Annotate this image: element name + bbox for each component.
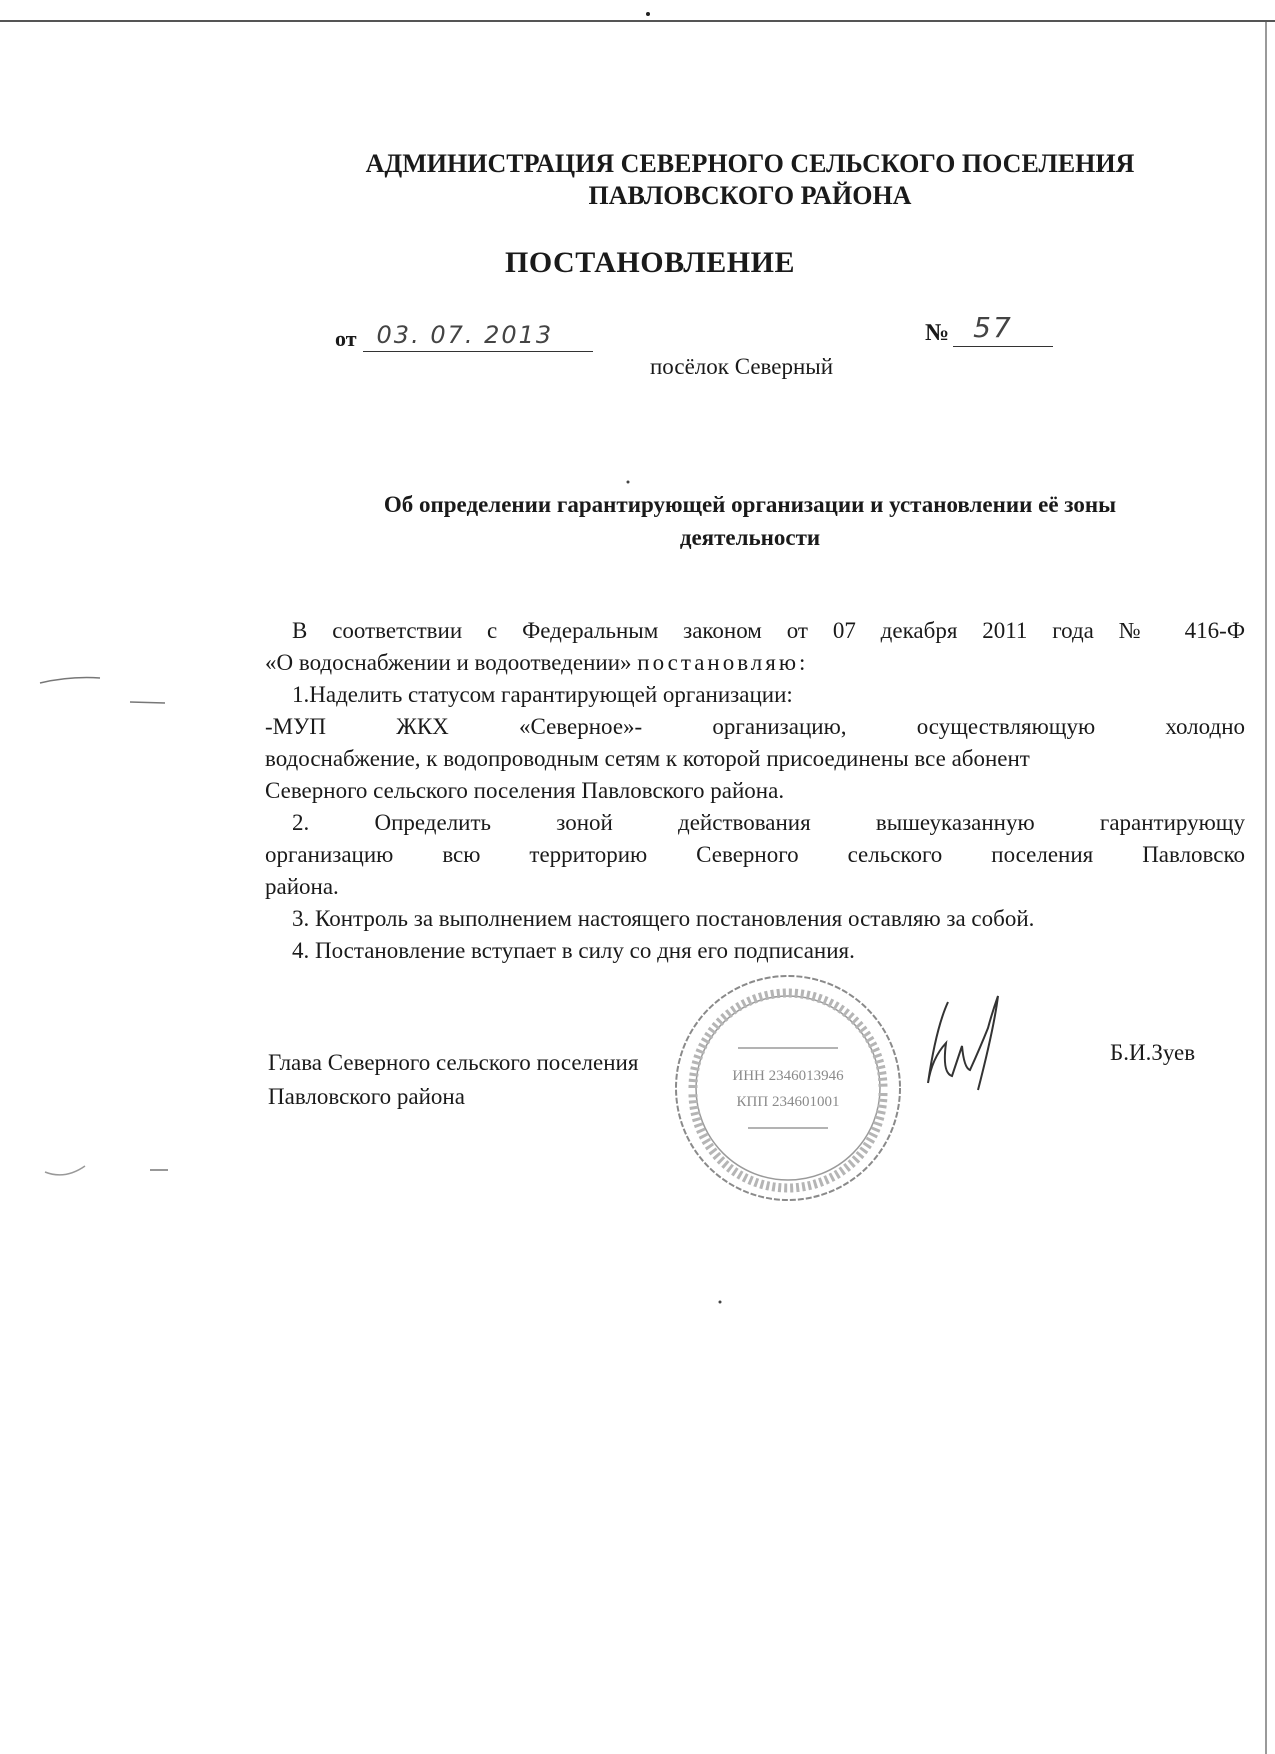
body-paragraph-1a: В соответствии с Федеральным законом от 07 декабря 2011 года № 416-Ф [292,618,1245,643]
date-blank [363,321,593,352]
date-field [335,321,593,352]
scan-dot-3 [627,481,630,484]
document-type: ПОСТАНОВЛЕНИЕ [505,246,795,279]
place-of-issue: посёлок Северный [650,354,834,379]
body-paragraph-1b-text: «О водоснабжении и водоотведении» [265,650,632,675]
body-item-4: 4. Постановление вступает в силу со дня его подписания. [292,938,855,963]
scan-dot-2 [719,1301,722,1304]
body-item-2-line-1: 2. Определить зоной действования вышеуказанную гарантирующу [292,810,1245,835]
scan-dot [646,12,650,16]
signatory-position [268,1046,638,1114]
body-item-2-line-3: района. [265,874,339,899]
number-blank [953,311,1053,347]
body-item-1-line-2: -МУП ЖКХ «Северное»- организацию, осуществляющую холодно [265,714,1245,739]
number-field [925,311,1053,347]
body-item-1-line-4: Северного сельского поселения Павловского района. [265,778,785,803]
official-seal [668,968,908,1208]
signature-stroke [928,996,998,1090]
number-label: № [925,320,950,346]
body-paragraph-1b [265,647,1245,679]
scan-mark-left-2 [130,702,165,703]
seal-outer-ring [676,976,900,1200]
scan-mark-left-1 [40,678,100,683]
issuer-line-2: ПАВЛОВСКОГО РАЙОНА [588,181,912,210]
document-body [265,615,1245,967]
issuer-line-1: АДМИНИСТРАЦИЯ СЕВЕРНОГО СЕЛЬСКОГО ПОСЕЛЕНИЯ [365,149,1135,178]
date-value: 03. 07. 2013 [376,321,554,349]
handwritten-signature [918,988,1018,1098]
body-item-3: 3. Контроль за выполнением настоящего постановления оставляю за собой. [292,906,1035,931]
body-item-2-line-2: организацию всю территорию Северного сельского поселения Павловско [265,842,1245,867]
body-decree-word: постановляю: [637,650,809,675]
body-item-1: 1.Наделить статусом гарантирующей организации: [292,682,793,707]
title-line-1: Об определении гарантирующей организации и установлении её зоны [383,492,1117,517]
body-item-1-line-3: водоснабжение, к водопроводным сетям к которой присоединены все абонент [265,746,1030,771]
seal-kpp: КПП 234601001 [736,1094,840,1110]
issuer-header [300,148,1200,212]
signatory-position-line-1: Глава Северного сельского поселения [268,1050,639,1075]
seal-inn: ИНН 2346013946 [732,1068,844,1084]
scan-mark-left-3 [45,1166,85,1175]
signatory-name: Б.И.Зуев [1110,1040,1196,1065]
signatory-position-line-2: Павловского района [268,1084,465,1109]
date-label: от [335,326,357,351]
number-value: 57 [973,311,1013,344]
title-line-2: деятельности [679,525,821,550]
document-title [270,488,1230,554]
